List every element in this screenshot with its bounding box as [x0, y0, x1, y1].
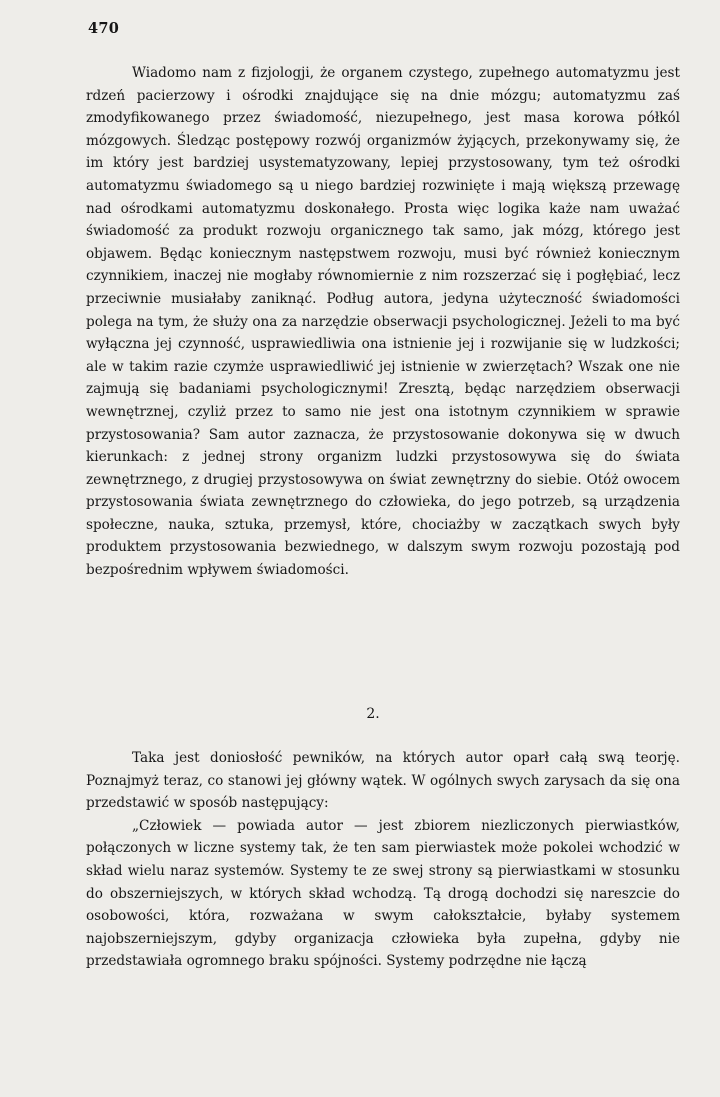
paragraph-quote-czlowiek: „Człowiek — powiada autor — jest zbiorem niezliczonych pierwiastków, połączonych w liczne systemy tak, że ten sam pierwiastek może pokolei wchodzić w skład wielu naraz systemów. Systemy te ze swej strony są pierwiastkami w stosunku do obszerniejszych, w których skład wchodzą. Tą drogą dochodzi się nareszcie do osobowości, która, rozważana w swym całokształcie, byłaby systemem najobszerniejszym, gdyby organizacja człowieka była zupełna, gdyby nie przedstawiała ogromnego braku spójności. Systemy podrzędne nie łączą	[86, 817, 680, 970]
paragraph-doniosłość: Taka jest doniosłość pewników, na których autor oparł całą swą teorję. Poznajmyż teraz, co stanowi jej główny wątek. W ogólnych swych zarysach da się ona przedstawić w sposób następujący:	[86, 750, 680, 812]
section-number: 2.	[366, 706, 380, 722]
paragraph-fizjologja	[86, 62, 680, 582]
page-number: 470	[88, 20, 120, 37]
section-2-text	[86, 747, 680, 973]
paragraph-text: Wiadomo nam z fizjologji, że organem czystego, zupełnego automatyzmu jest rdzeń pacierzowy i ośrodki znajdujące się na dnie mózgu; automatyzmu zaś zmodyfikowanego przez świadomość, niezupełnego, jest masa korowa półkól mózgowych. Śledząc postępowy rozwój organizmów żyjących, przekonywamy się, że im który jest bardziej usystematyzowany, lepiej przystosowany, tym też ośrodki automatyzmu świadomego są u niego bardziej rozwinięte i mają większą przewagę nad ośrodkami automatyzmu doskonałego. Prosta więc logika każe nam uważać świadomość za produkt rozwoju organicznego tak samo, jak mózg, którego jest objawem. Będąc koniecznym następstwem rozwoju, musi być również koniecznym czynnikiem, inaczej nie mogłaby równomiernie z nim rozszerzać się i pogłębiać, lecz przeciwnie musiałaby zaniknąć. Podług autora, jedyna użyteczność świadomości polega na tym, że służy ona za narzędzie obserwacji psychologicznej. Jeżeli to ma być wyłączna jej czynność, usprawiedliwia ona istnienie jej i rozwijanie się w ludzkości; ale w takim razie czymże usprawiedliwić jej istnienie w zwierzętach? Wszak one nie zajmują się badaniami psychologicznymi! Zresztą, będąc narzędziem obserwacji wewnętrznej, czyliż przez to samo nie jest ona istotnym czynnikiem w sprawie przystosowania? Sam autor zaznacza, że przystosowanie dokonywa się w dwuch kierunkach: z jednej strony organizm ludzki przystosowywa się do świata zewnętrznego, z drugiej przystosowywa on świat zewnętrzny do siebie. Otóż owocem przystosowania świata zewnętrznego do człowieka, do jego potrzeb, są urządzenia społeczne, nauka, sztuka, przemysł, które, chociażby w zaczątkach swych były produktem przystosowania bezwiednego, w dalszym swym rozwoju pozostają pod bezpośrednim wpływem świadomości.	[86, 65, 680, 579]
